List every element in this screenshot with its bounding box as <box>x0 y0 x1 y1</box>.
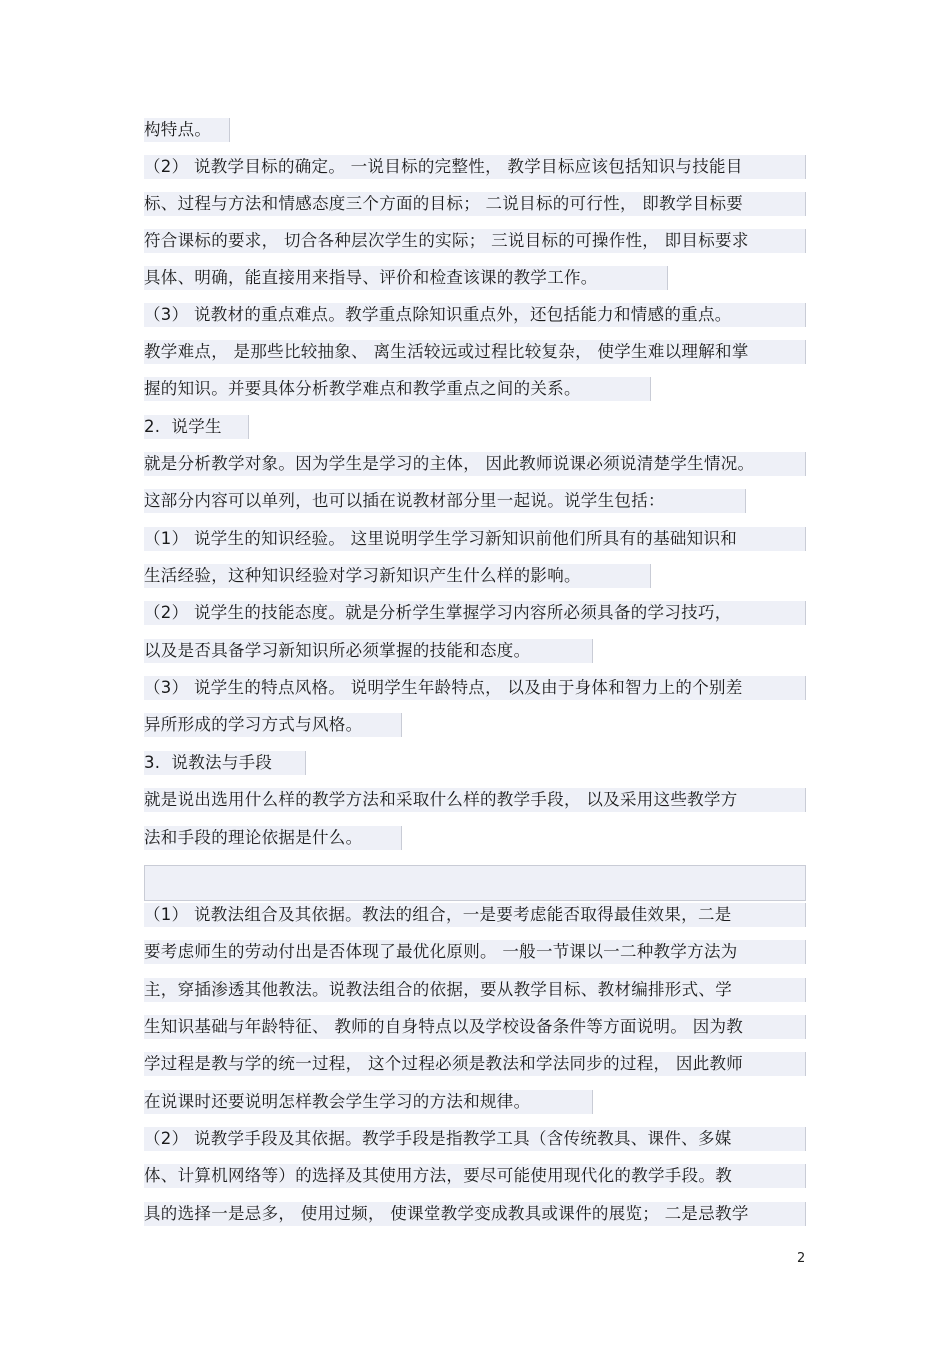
text-line: （1） 说学生的知识经验。 这里说明学生学习新知识前他们所具有的基础知识和 <box>144 527 806 551</box>
section-heading: 3. 说教法与手段 <box>144 751 306 775</box>
text-line: 就是分析教学对象。因为学生是学习的主体， 因此教师说课必须说清楚学生情况。 <box>144 452 806 476</box>
text-line: 教学难点， 是那些比较抽象、 离生活较远或过程比较复杂， 使学生难以理解和掌 <box>144 340 806 364</box>
text-line: 标、过程与方法和情感态度三个方面的目标； 二说目标的可行性， 即教学目标要 <box>144 192 806 216</box>
text-line: （3） 说学生的特点风格。 说明学生年龄特点， 以及由于身体和智力上的个别差 <box>144 676 806 700</box>
text-line: 要考虑师生的劳动付出是否体现了最优化原则。 一般一节课以一二种教学方法为 <box>144 940 806 964</box>
text-line: 生知识基础与年龄特征、 教师的自身特点以及学校设备条件等方面说明。 因为教 <box>144 1015 806 1039</box>
text-line: 法和手段的理论依据是什么。 <box>144 826 402 850</box>
text-line: 具的选择一是忌多， 使用过频， 使课堂教学变成教具或课件的展览； 二是忌教学 <box>144 1202 806 1226</box>
text-line: （2） 说教学目标的确定。 一说目标的完整性， 教学目标应该包括知识与技能目 <box>144 155 806 179</box>
text-line: （3） 说教材的重点难点。教学重点除知识重点外，还包括能力和情感的重点。 <box>144 303 806 327</box>
text-line: 具体、明确，能直接用来指导、评价和检查该课的教学工作。 <box>144 266 668 290</box>
text-line: （2） 说学生的技能态度。就是分析学生掌握学习内容所必须具备的学习技巧， <box>144 601 806 625</box>
text-line: （2） 说教学手段及其依据。教学手段是指教学工具（含传统教具、课件、多媒 <box>144 1127 806 1151</box>
text-line: 以及是否具备学习新知识所必须掌握的技能和态度。 <box>144 639 593 663</box>
page-number: 2 <box>797 1251 806 1266</box>
text-line: 这部分内容可以单列，也可以插在说教材部分里一起说。说学生包括： <box>144 489 746 513</box>
text-line: （1） 说教法组合及其依据。教法的组合，一是要考虑能否取得最佳效果，二是 <box>144 903 806 927</box>
text-line: 生活经验，这种知识经验对学习新知识产生什么样的影响。 <box>144 564 651 588</box>
text-line: 异所形成的学习方式与风格。 <box>144 713 402 737</box>
blank-row <box>144 865 806 901</box>
text-line: 就是说出选用什么样的教学方法和采取什么样的教学手段， 以及采用这些教学方 <box>144 788 806 812</box>
text-line: 握的知识。并要具体分析教学难点和教学重点之间的关系。 <box>144 377 651 401</box>
text-line: 构特点。 <box>144 118 230 142</box>
text-line: 体、计算机网络等）的选择及其使用方法，要尽可能使用现代化的教学手段。教 <box>144 1164 806 1188</box>
text-line: 符合课标的要求， 切合各种层次学生的实际； 三说目标的可操作性， 即目标要求 <box>144 229 806 253</box>
text-line: 在说课时还要说明怎样教会学生学习的方法和规律。 <box>144 1090 593 1114</box>
text-line: 学过程是教与学的统一过程， 这个过程必须是教法和学法同步的过程， 因此教师 <box>144 1052 806 1076</box>
section-heading: 2. 说学生 <box>144 415 249 439</box>
text-line: 主，穿插渗透其他教法。说教法组合的依据，要从教学目标、教材编排形式、学 <box>144 978 806 1002</box>
